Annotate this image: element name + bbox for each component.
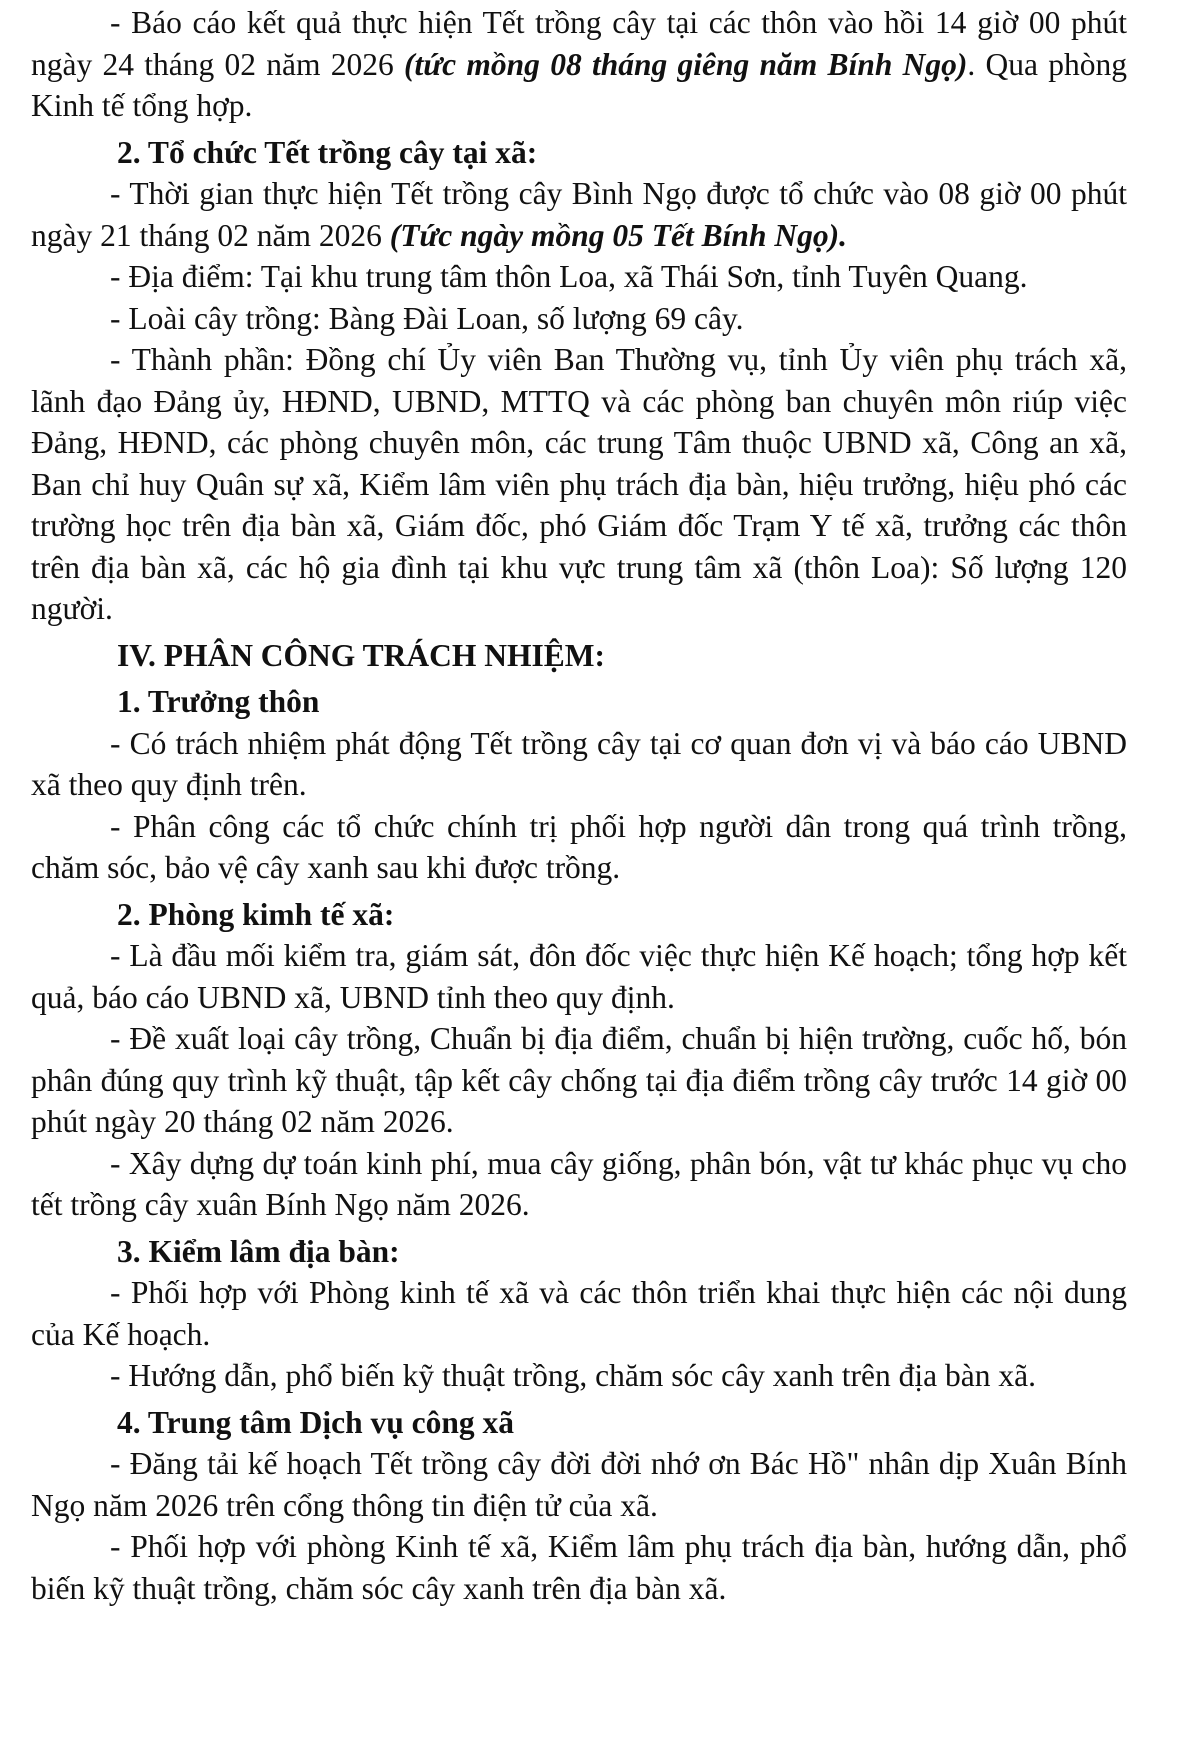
heading-public-service-center: 4. Trung tâm Dịch vụ công xã [117, 1404, 514, 1440]
heading-economic-office: 2. Phòng kimh tế xã: [117, 896, 395, 932]
heading-village-head: 1. Trưởng thôn [117, 684, 320, 719]
paragraph-forest-ranger-duty-2: - Hướng dẫn, phổ biến kỹ thuật trồng, chăm sóc cây xanh trên địa bàn xã. [110, 1358, 1036, 1393]
lunar-date-note: (tức mồng 08 tháng giêng năm Bính Ngọ) [404, 46, 968, 82]
heading-responsibility-assignment: IV. PHÂN CÔNG TRÁCH NHIỆM: [117, 637, 605, 673]
paragraph-tree-species: - Loài cây trồng: Bàng Đài Loan, số lượng 69 cây. [110, 300, 744, 336]
paragraph-time: - Thời gian thực hiện Tết trồng cây Bình Ngọ được tổ chức vào 08 giờ 00 phút ngày 21 tháng 02 năm 2026 (Tức ngày mồng 05 Tết Bính Ngọ). [31, 176, 1127, 253]
heading-forest-ranger: 3. Kiểm lâm địa bàn: [117, 1233, 400, 1269]
paragraph-economic-office-duty-2: - Đề xuất loại cây trồng, Chuẩn bị địa điểm, chuẩn bị hiện trường, cuốc hố, bón phân đúng quy trình kỹ thuật, tập kết cây chống tại địa điểm trồng cây trước 14 giờ 00 phút ngày 20 tháng 02 năm 2026. [31, 1021, 1127, 1139]
heading-tree-planting-organization: 2. Tổ chức Tết trồng cây tại xã: [117, 134, 538, 170]
paragraph-forest-ranger-duty-1: - Phối hợp với Phòng kinh tế xã và các thôn triển khai thực hiện các nội dung của Kế hoạch. [31, 1275, 1127, 1352]
paragraph-village-head-duty-2: - Phân công các tổ chức chính trị phối hợp người dân trong quá trình trồng, chăm sóc, bảo vệ cây xanh sau khi được trồng. [31, 808, 1127, 885]
paragraph-public-service-duty-2: - Phối hợp với phòng Kinh tế xã, Kiểm lâm phụ trách địa bàn, hướng dẫn, phổ biến kỹ thuật trồng, chăm sóc cây xanh trên địa bàn xã. [31, 1529, 1127, 1606]
paragraph-report-results: - Báo cáo kết quả thực hiện Tết trồng cây tại các thôn vào hồi 14 giờ 00 phút ngày 24 tháng 02 năm 2026 (tức mồng 08 tháng giêng năm Bính Ngọ). Qua phòng Kinh tế tổng hợp. [31, 5, 1128, 123]
paragraph-economic-office-duty-3: - Xây dựng dự toán kinh phí, mua cây giống, phân bón, vật tư khác phục vụ cho tết trồng cây xuân Bính Ngọ năm 2026. [31, 1145, 1127, 1222]
paragraph-economic-office-duty-1: - Là đầu mối kiểm tra, giám sát, đôn đốc việc thực hiện Kế hoạch; tổng hợp kết quả, báo cáo UBND xã, UBND tỉnh theo quy định. [31, 938, 1127, 1015]
paragraph-public-service-duty-1: - Đăng tải kế hoạch Tết trồng cây đời đời nhớ ơn Bác Hồ" nhân dịp Xuân Bính Ngọ năm 2026 trên cổng thông tin điện tử của xã. [31, 1446, 1127, 1523]
paragraph-location: - Địa điểm: Tại khu trung tâm thôn Loa, xã Thái Sơn, tỉnh Tuyên Quang. [110, 259, 1028, 294]
lunar-date-note: (Tức ngày mồng 05 Tết Bính Ngọ). [389, 217, 847, 253]
paragraph-village-head-duty-1: - Có trách nhiệm phát động Tết trồng cây tại cơ quan đơn vị và báo cáo UBND xã theo quy định trên. [31, 725, 1127, 802]
paragraph-participants: - Thành phần: Đồng chí Ủy viên Ban Thường vụ, tỉnh Ủy viên phụ trách xã, lãnh đạo Đảng ủy, HĐND, UBND, MTTQ và các phòng ban chuyên môn riúp việc Đảng, HĐND, các phòng chuyên môn, các trung Tâm thuộc UBND xã, Công an xã, Ban chỉ huy Quân sự xã, Kiểm lâm viên phụ trách địa bàn, hiệu trưởng, hiệu phó các trường học trên địa bàn xã, Giám đốc, phó Giám đốc Trạm Y tế xã, trưởng các thôn trên địa bàn xã, các hộ gia đình tại khu vực trung tâm xã (thôn Loa): Số lượng 120 người. [31, 342, 1127, 626]
